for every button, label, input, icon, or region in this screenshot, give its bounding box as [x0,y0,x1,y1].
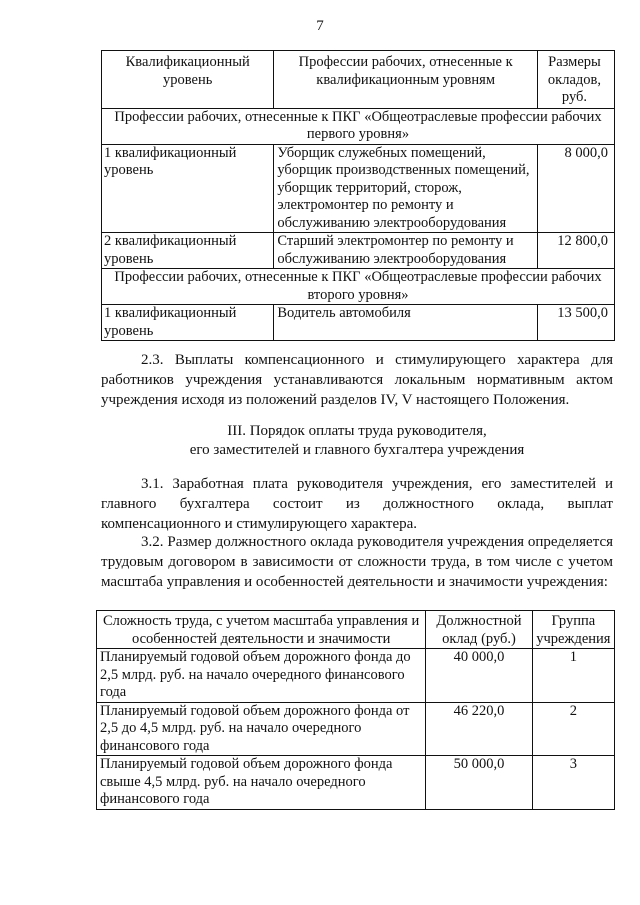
table-row [97,702,615,756]
table-header-row [102,51,615,109]
salary: 40 000,0 [426,649,532,703]
salary: 13 500,0 [537,305,614,341]
header-complexity: Сложность труда, с учетом масштаба управления и особенностей деятельности и значимости [97,611,426,649]
professions: Водитель автомобиля [274,305,538,341]
header-salary: Размеры окладов, руб. [537,51,614,109]
table-row [102,144,615,233]
group-row [102,108,615,144]
table-row [97,756,615,810]
qualification-level: 1 квалификационный уровень [102,305,274,341]
qualification-level: 2 квалификационный уровень [102,233,274,269]
group-title-first-level: Профессии рабочих, отнесенные к ПКГ «Общеотраслевые профессии рабочих первого уровня» [102,108,615,144]
header-professions: Профессии рабочих, отнесенные к квалификационным уровням [274,51,538,109]
paragraph-3-2: 3.2. Размер должностного оклада руководителя учреждения определяется трудовым договором в зависимости от сложности труда, в том числе с учетом масштаба управления и особенностей деятельности и значимости учреждения: [101,534,613,590]
page-number: 7 [316,18,324,34]
complexity: Планируемый годовой объем дорожного фонда от 2,5 до 4,5 млрд. руб. на начало очередного финансового года [97,702,426,756]
section-3-title-line-2: его заместителей и главного бухгалтера учреждения [189,442,525,458]
worker-salary-table [101,50,615,341]
complexity: Планируемый годовой объем дорожного фонда свыше 4,5 млрд. руб. на начало очередного финансового года [97,756,426,810]
professions: Уборщик служебных помещений, уборщик производственных помещений, уборщик территорий, сторож, электромонтер по ремонту и обслуживанию электрооборудования [274,144,538,233]
salary: 46 220,0 [426,702,532,756]
header-position-salary: Должностной оклад (руб.) [426,611,532,649]
group-title-second-level: Профессии рабочих, отнесенные к ПКГ «Общеотраслевые профессии рабочих второго уровня» [102,269,615,305]
paragraph-2-3: 2.3. Выплаты компенсационного и стимулирующего характера для работников учреждения устанавливаются локальным нормативным актом учреждения исходя из положений разделов IV, V настоящего Положения. [101,352,613,408]
salary: 50 000,0 [426,756,532,810]
complexity: Планируемый годовой объем дорожного фонда до 2,5 млрд. руб. на начало очередного финансового года [97,649,426,703]
group-number: 3 [532,756,614,810]
salary: 12 800,0 [537,233,614,269]
table-row [97,649,615,703]
section-3-title-line-1: III. Порядок оплаты труда руководителя, [227,423,487,439]
group-number: 1 [532,649,614,703]
qualification-level: 1 квалификационный уровень [102,144,274,233]
table-row [102,233,615,269]
head-salary-table [96,610,615,810]
salary: 8 000,0 [537,144,614,233]
professions: Старший электромонтер по ремонту и обслуживанию электрооборудования [274,233,538,269]
group-number: 2 [532,702,614,756]
paragraph-3-1: 3.1. Заработная плата руководителя учреждения, его заместителей и главного бухгалтера состоит из должностного оклада, выплат компенсационного и стимулирующего характера. [101,476,613,532]
header-institution-group: Группа учреждения [532,611,614,649]
table-header-row [97,611,615,649]
header-qualification-level: Квалификационный уровень [102,51,274,109]
group-row [102,269,615,305]
table-row [102,305,615,341]
